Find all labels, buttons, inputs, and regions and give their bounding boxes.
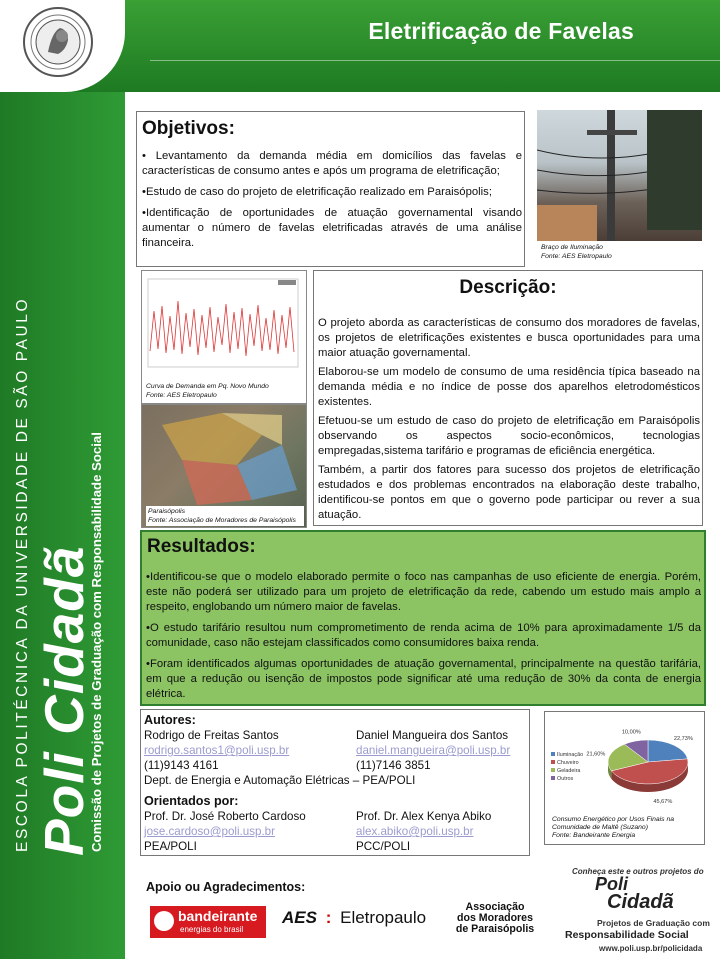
promo-top-text: Conheça este e outros projetos do [572,867,704,876]
author-phone: (11)9143 4161 [144,759,219,772]
advisor-department: PEA/POLI [144,840,197,853]
caption-line: Braço de Iluminação [541,244,603,251]
list-item: •Foram identificados algumas oportunidades de atuação governamental, principalmente na questão tarifária, em que a redução ou isenção de impostos pode significar até uma redução de 30% da conta de energia elétrica. [146,658,701,700]
pie-data-label: 45,67% [653,798,673,805]
advisor-name: Prof. Dr. José Roberto Cardoso [144,810,306,823]
caption-line: Fonte: AES Eletropaulo [541,253,612,260]
caption-line: Curva de Demanda em Pq. Novo Mundo [146,383,269,390]
author-email-link[interactable]: rodrigo.santos1@poli.usp.br [144,744,290,757]
legend-label: Chuveiro [557,760,579,766]
aes-mark: AES [282,908,317,927]
list-item: •Estudo de caso do projeto de eletrificação realizado em Paraisópolis; [142,186,492,198]
pie-data-label: 21,60% [586,751,606,758]
author-email-link[interactable]: daniel.mangueira@poli.usp.br [356,744,511,757]
autores-heading: Autores: [144,713,196,727]
associacao-line: dos Moradores [457,912,533,924]
advisor-email-link[interactable]: alex.abiko@poli.usp.br [356,825,474,838]
bandeirante-logo [150,906,266,938]
advisor-name: Prof. Dr. Alex Kenya Abiko [356,810,492,823]
apoio-heading: Apoio ou Agradecimentos: [146,880,306,894]
map-caption [146,506,304,526]
paragraph: Também, a partir dos fatores para sucesso dos projetos de eletrificação estudados e dos problemas encontrados na elaboração deste trabalho, identificou-se pontos em que o governo pode participar ou rever a sua atuação. [318,464,700,521]
sidebar-escola-text: ESCOLA POLITÉCNICA DA UNIVERSIDADE DE SÃO PAULO [14,296,31,852]
pie-caption [552,816,674,840]
promo-sub-2: Responsabilidade Social [565,929,689,941]
legend-label: Iluminação [557,752,584,758]
legend-swatch [551,760,555,764]
legend-swatch [551,752,555,756]
list-item: •O estudo tarifário resultou num comprometimento de renda acima de 10% para aproximadamente 1/5 da comunidade, caso não estejam classificados como consumidores baixa renda. [146,622,701,649]
paragraph: Elaborou-se um modelo de consumo de uma residência típica baseado na demanda média e no índice de posse dos aparelhos eletrodomésticos existentes. [318,366,700,408]
caption-line: Consumo Energético por Usos Finais na [552,816,675,823]
page-title: Eletrificação de Favelas [368,18,634,44]
descricao-section [313,270,703,526]
aes-eletropaulo-logo [282,908,426,928]
legend-swatch [551,776,555,780]
legend-label: Outros [557,776,574,782]
bandeirante-tagline: energias do brasil [180,925,244,934]
objetivos-heading: Objetivos: [142,118,235,139]
list-item: •Identificação de oportunidades de atuação governamental visando aumentar o número de favelas eletrificadas através de uma análise financeira. [142,207,522,249]
list-item: • Levantamento da demanda média em domicílios das favelas e características de consumo antes e após um programa de eletrificação; [142,150,522,177]
eletropaulo-dots-icon: : [325,908,332,927]
paragraph: Efetuou-se um estudo de caso do projeto de eletrificação em Paraisópolis observando os aspectos socio-econômicos, tecnologias empregadas,sistema tarifário e programas de eficiência energética. [318,415,700,457]
sidebar-brand: Poli Cidadã [33,545,95,856]
resultados-section [140,530,706,706]
energy-use-pie-chart [545,712,704,812]
caption-line: Fonte: Associação de Moradores de Paraisópolis [148,517,296,524]
title-divider [150,60,720,61]
associacao-line: Associação [465,901,525,913]
paragraph: O projeto aborda as características de consumo dos moradores de favelas, os projetos de eletrificações existentes e busca oportunidades para uma maior atuação governamental. [318,317,700,359]
university-seal-icon [22,6,94,78]
caption-line: Paraisópolis [148,508,186,515]
advisor-email-link[interactable]: jose.cardoso@poli.usp.br [144,825,275,838]
caption-line: Comunidade de Maltê (Suzano) [552,824,648,831]
list-item: •Identificou-se que o modelo elaborado permite o foco nas campanhas de uso eficiente de energia. Porém, este não poderá ser utilizado para um projeto de eletrificação da rede, cabendo um estudo mais amplo a respeito, englobando um número maior de favelas. [146,571,701,613]
pie-data-label: 22,73% [673,735,693,742]
bandeirante-mark-icon [154,911,174,931]
author-department: Dept. de Energia e Automação Elétricas – PEA/POLI [144,774,416,787]
objetivos-section [136,111,525,267]
bandeirante-name: bandeirante [178,908,258,924]
photo-caption [541,243,612,261]
associacao-logo [440,902,550,935]
author-name: Rodrigo de Freitas Santos [144,729,279,742]
legend-label: Geladeira [557,768,581,774]
advisor-department: PCC/POLI [356,840,411,853]
resultados-heading: Resultados: [147,536,256,557]
orientadores-heading: Orientados por: [144,794,239,808]
associacao-line: de Paraisópolis [455,923,535,935]
descricao-heading: Descrição: [459,277,557,298]
sidebar-comissao-text: Comissão de Projetos de Graduação com Responsabilidade Social [89,432,104,852]
legend-swatch [551,768,555,772]
promo-poli: Poli [595,874,629,894]
promo-sub-1: Projetos de Graduação com [597,918,710,928]
promo-cidada: Cidadã [607,891,674,913]
autores-section [140,709,530,856]
lighting-pole-photo [537,110,702,241]
eletropaulo-name: Eletropaulo [340,908,427,927]
pie-slice [648,740,688,762]
promo-url: www.poli.usp.br/policidada [599,944,703,953]
chart-caption [146,382,269,400]
poli-cidada-promo [555,865,720,959]
pie-data-label: 10,00% [621,729,641,736]
author-name: Daniel Mangueira dos Santos [356,729,509,742]
caption-line: Fonte: AES Eletropaulo [146,392,217,399]
caption-line: Fonte: Bandeirante Energia [552,832,636,839]
author-phone: (11)7146 3851 [356,759,431,772]
